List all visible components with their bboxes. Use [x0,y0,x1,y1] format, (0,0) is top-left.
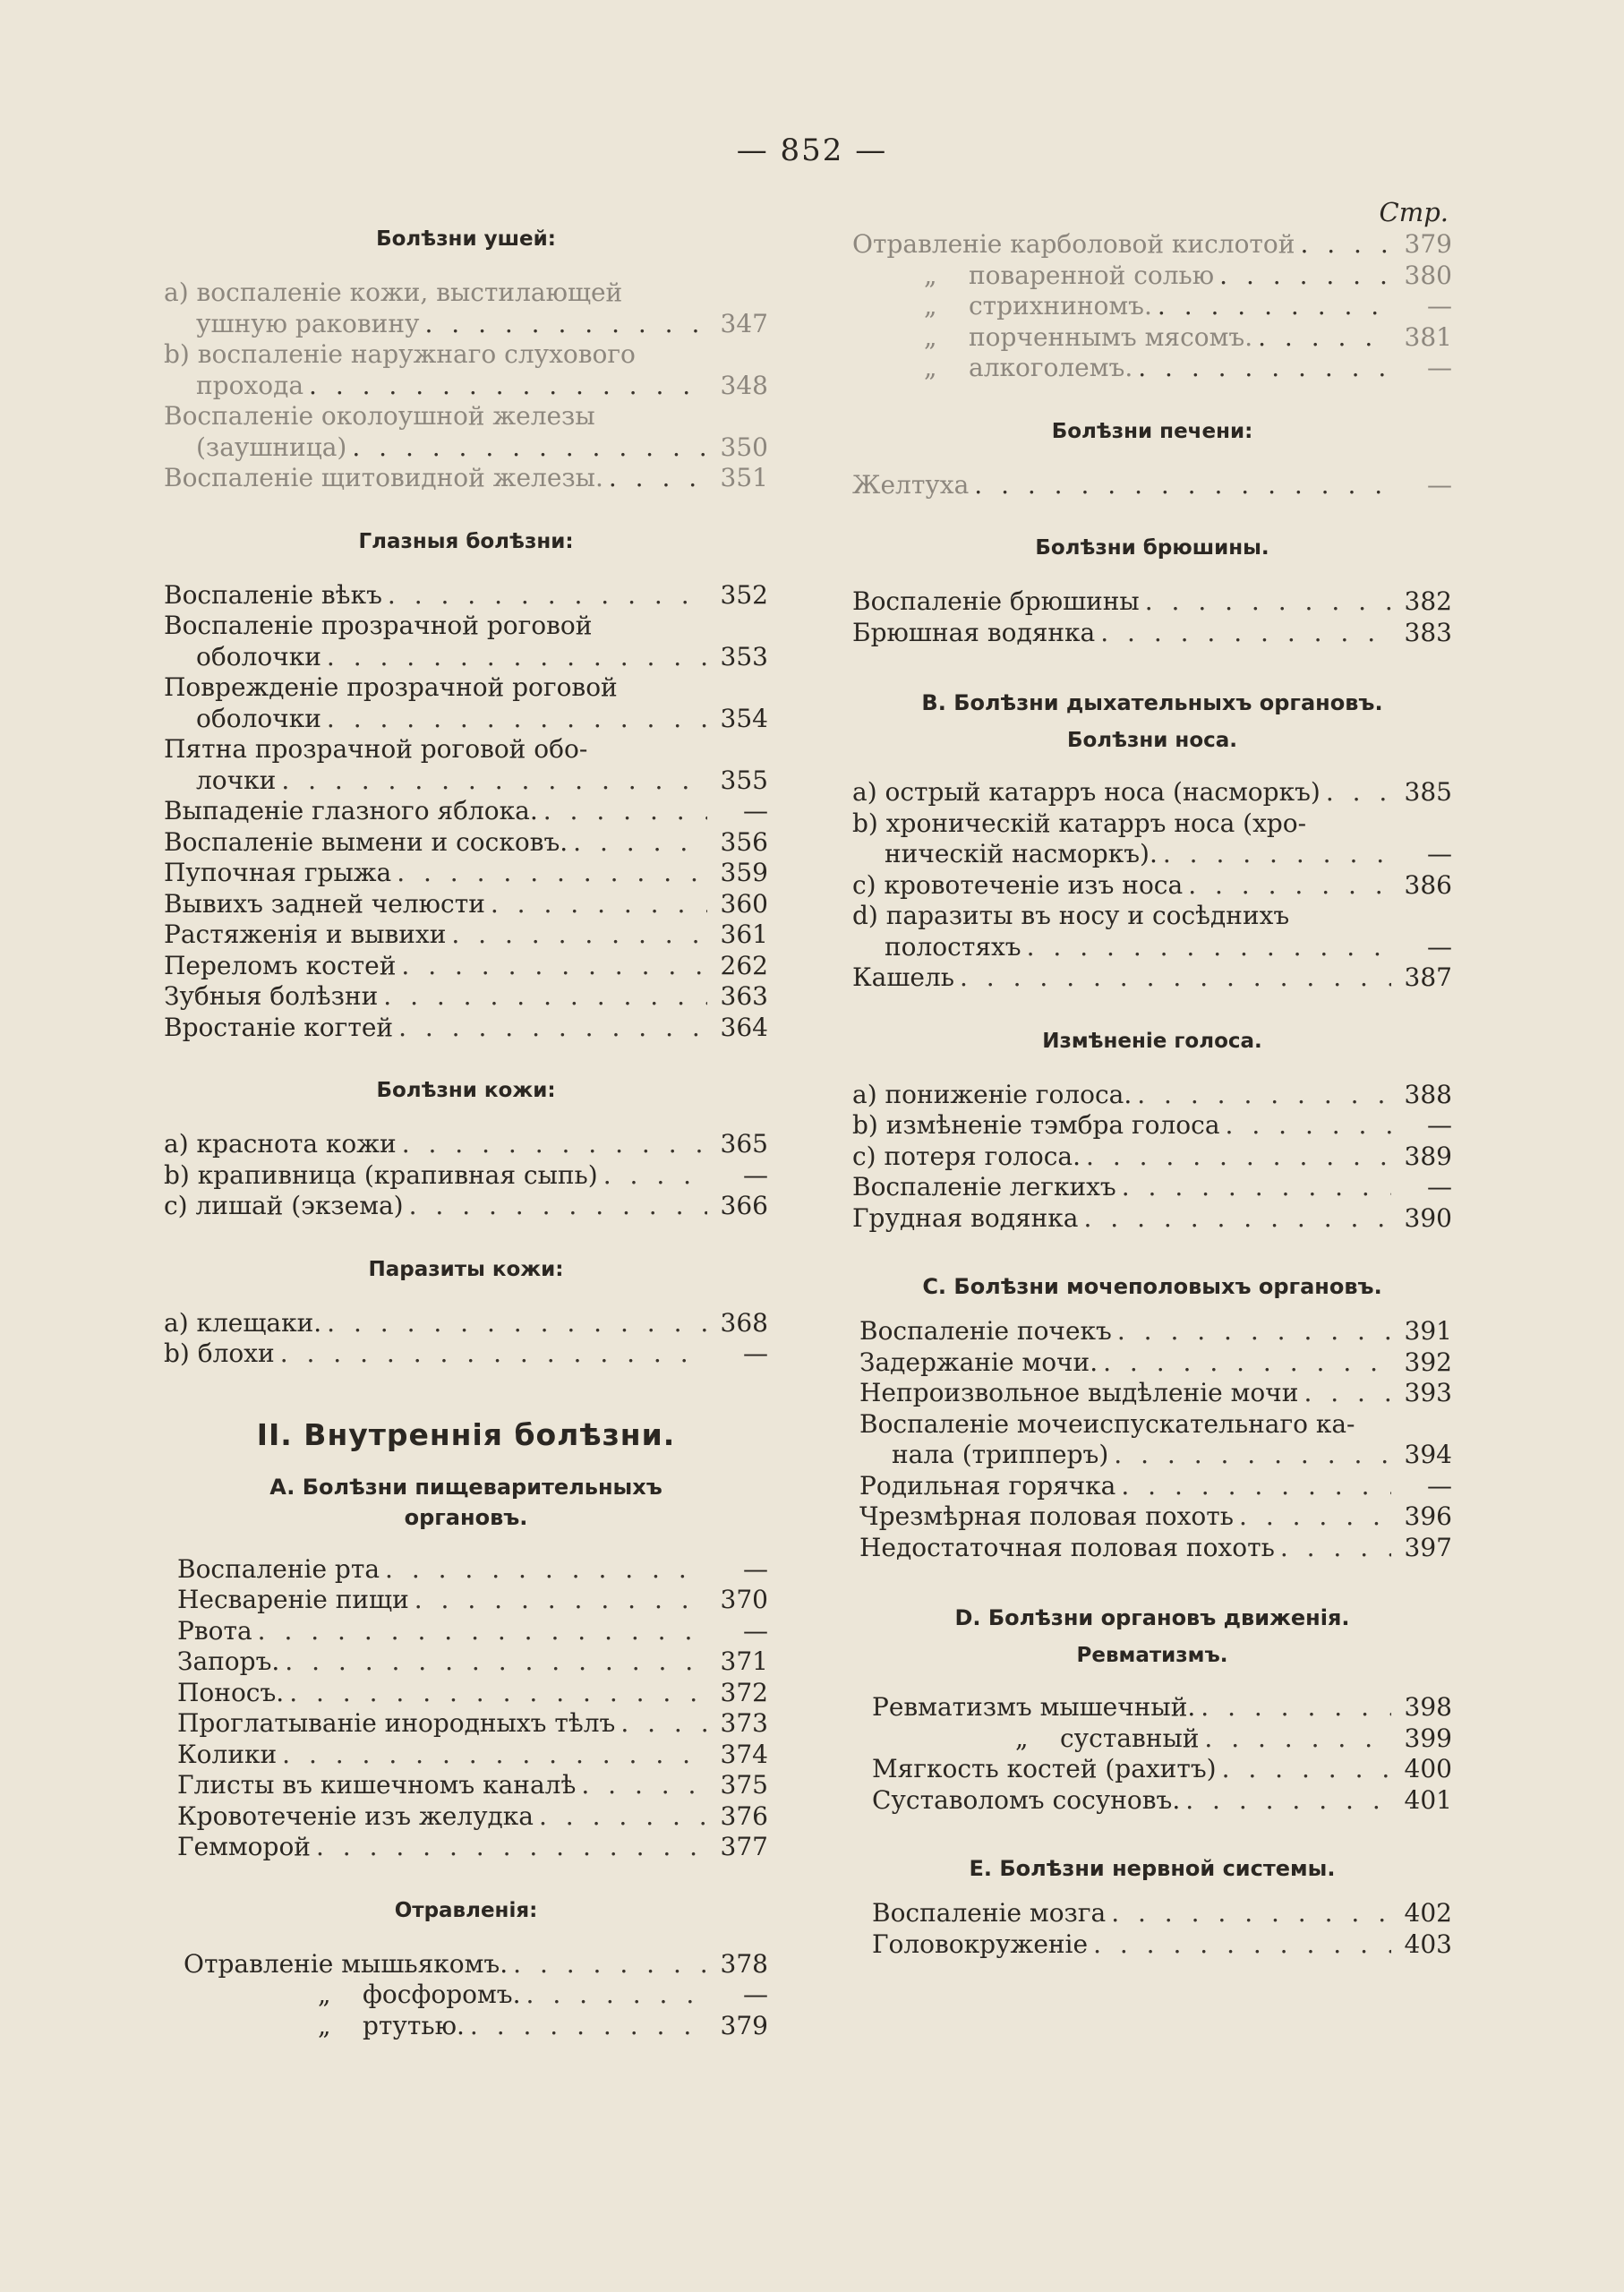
toc-entry: Вростаніе когтей . . . 364 [164,1013,768,1044]
section-heading-eyes: Глазныя болѣзни: [358,529,574,553]
toc-entry: Рвота . . . — [177,1616,768,1647]
page-ref: 379 [720,2010,768,2040]
toc-entry: b) крапивница (крапивная сыпь) . . . — [164,1160,768,1192]
page-ref: 262 [720,950,768,980]
page-ref: 351 [720,463,768,492]
page-ref: 400 [1404,1754,1452,1783]
toc-entry: Вывихъ задней челюсти . . . 360 [164,889,768,920]
left-column [164,224,768,2041]
page-ref: 380 [1404,260,1452,290]
section-heading-parasites: Паразиты кожи: [368,1257,564,1281]
page-ref: 396 [1404,1501,1452,1531]
page-ref: 366 [720,1191,768,1220]
toc-entry: Задержаніе мочи. . . . 392 [859,1347,1452,1379]
page-ref: — [743,1553,768,1584]
section-urogenital [852,1316,1452,1563]
entry-text: Воспаленіе прозрачной роговой [164,611,593,640]
page-ref: 378 [720,1948,768,1979]
section-heading-liver: Болѣзни печени: [1051,419,1253,443]
section-heading-nose: Болѣзни носа. [1066,729,1238,752]
toc-entry: „ фосфоромъ. . . . — [184,1980,768,2011]
section-heading-movement: D. Болѣзни органовъ движенія. [954,1605,1350,1630]
toc-entry: оболочки . . . 354 [164,704,768,735]
section-liver [852,470,1452,501]
toc-entry: Кашель . . . 387 [852,962,1452,994]
toc-entry: Отравленіе карболовой кислотой . . . 379 [852,229,1452,261]
page-ref: 388 [1404,1079,1452,1109]
toc-entry: Гемморой . . . 377 [177,1832,768,1863]
page-ref: 374 [720,1739,768,1769]
toc-entry: полостяхъ . . . — [852,932,1452,963]
page-ref: 391 [1404,1316,1452,1346]
page-ref: 398 [1404,1692,1452,1722]
toc-entry: (заушница) . . . 350 [164,432,768,464]
toc-entry: Поносъ. . . . 372 [177,1678,768,1709]
page-ref: 350 [720,432,768,462]
toc-entry: Выпаденіе глазного яблока. . . . — [164,796,768,827]
page-ref: 377 [720,1832,768,1861]
toc-entry: Чрезмѣрная половая похоть . . . 396 [859,1501,1452,1533]
section-heading-respiratory: B. Болѣзни дыхательныхъ органовъ. [921,690,1383,715]
page-column-label: Стр. [1379,197,1449,227]
page-ref: 371 [720,1646,768,1676]
page-ref: — [743,1338,768,1368]
toc-entry: Кровотеченіе изъ желудка . . . 376 [177,1801,768,1833]
page-ref: 403 [1404,1929,1452,1959]
page-ref: 368 [720,1307,768,1338]
section-voice [852,1080,1452,1235]
toc-entry: Воспаленіе мозга . . . 402 [872,1898,1452,1929]
page-ref: — [1427,291,1452,321]
section-heading-urogenital: C. Болѣзни мочеполовыхъ органовъ. [922,1274,1382,1299]
section-poison-continued [852,229,1452,384]
page-ref: 353 [720,641,768,671]
toc-entry: Пупочная грыжа . . . 359 [164,858,768,889]
page-ref: 401 [1404,1784,1452,1815]
toc-entry: Запоръ. . . . 371 [177,1646,768,1678]
page-ref: — [743,1615,768,1646]
toc-entry: Родильная горячка . . . — [859,1471,1452,1502]
entry-text: Пятна прозрачной роговой обо- [164,734,588,764]
toc-entry: Ревматизмъ мышечный. . . . 398 [872,1692,1452,1723]
section-peritoneum [852,586,1452,648]
toc-entry: оболочки . . . 353 [164,642,768,673]
page-ref: 359 [720,858,768,887]
section-nervous [852,1898,1452,1960]
toc-entry: Воспаленіе щитовидной железы. . . . 351 [164,463,768,494]
page-ref: 387 [1404,962,1452,992]
entry-text: a) воспаленіе кожи, выстилающей [164,278,623,307]
section-movement [852,1692,1452,1816]
page-ref: — [743,1980,768,2009]
section-parasites [164,1308,768,1370]
toc-entry: Несвареніе пищи . . . 370 [177,1585,768,1616]
page-ref: 365 [720,1129,768,1159]
toc-entry: c) потеря голоса. . . . 389 [852,1142,1452,1173]
toc-entry: Непроизвольное выдѣленіе мочи . . . 393 [859,1378,1452,1409]
toc-entry: Воспаленіе легкихъ . . . — [852,1172,1452,1203]
section-digestive [164,1554,768,1863]
part-title: II. Внутреннія болѣзни. [256,1416,676,1452]
toc-entry: „ стрихниномъ. . . . — [852,291,1452,322]
page-ref: 399 [1404,1723,1452,1753]
section-nose [852,777,1452,994]
page-ref: — [1427,1172,1452,1202]
entry-text: d) паразиты въ носу и сосѣднихъ [852,901,1290,930]
section-heading-digestive-cont: органовъ. [404,1504,528,1530]
page-ref: 370 [720,1585,768,1614]
toc-entry: Зубныя болѣзни . . . 363 [164,981,768,1013]
entry-text: Воспаленіе мочеиспускательнаго ка- [859,1408,1355,1439]
toc-entry: b) блохи . . . — [164,1338,768,1370]
section-heading-nervous: E. Болѣзни нервной системы. [969,1856,1336,1881]
page-ref: 356 [720,826,768,857]
section-heading-ears: Болѣзни ушей: [376,227,556,251]
page-ref: 347 [720,308,768,338]
section-heading-poison: Отравленія: [394,1898,538,1922]
toc-entry: ническій насморкъ). . . . — [852,839,1452,870]
page-ref: — [1427,1110,1452,1140]
toc-entry: Воспаленіе вѣкъ . . . 352 [164,580,768,611]
toc-entry: прохода . . . 348 [164,371,768,402]
right-column [852,195,1452,1960]
toc-entry: Колики . . . 374 [177,1740,768,1771]
toc-entry: Воспаленіе почекъ . . . 391 [859,1316,1452,1347]
page-ref: 373 [720,1708,768,1738]
page-ref: 390 [1404,1202,1452,1233]
section-heading-digestive: A. Болѣзни пищеварительныхъ [269,1474,662,1500]
toc-entry: a) острый катарръ носа (насморкъ) . . . 385 [852,777,1452,808]
page-ref: — [1427,469,1452,500]
entry-text: Воспаленіе околоушной железы [164,401,595,431]
toc-entry: ушную раковину . . . 347 [164,309,768,340]
toc-entry: Проглатываніе инородныхъ тѣлъ . . . 373 [177,1708,768,1740]
page-ref: 402 [1404,1898,1452,1928]
page-ref: — [743,1159,768,1190]
toc-entry: c) лишай (экзема) . . . 366 [164,1191,768,1222]
page-ref: 375 [720,1770,768,1800]
page-ref: — [1427,839,1452,868]
page-ref: 364 [720,1012,768,1042]
toc-entry: Воспаленіе вымени и сосковъ. . . . 356 [164,827,768,859]
toc-entry: Переломъ костей . . . 262 [164,951,768,982]
toc-entry: c) кровотеченіе изъ носа . . . 386 [852,870,1452,902]
section-heading-peritoneum: Болѣзни брюшины. [1035,536,1269,560]
page-ref: — [743,796,768,825]
toc-entry: Головокруженіе . . . 403 [872,1929,1452,1961]
page-ref: 392 [1404,1347,1452,1377]
toc-entry: Суставоломъ сосуновъ. . . . 401 [872,1785,1452,1817]
toc-entry: лочки . . . 355 [164,765,768,797]
page-ref: 354 [720,703,768,733]
page-ref: 348 [720,370,768,400]
page-ref: 383 [1404,617,1452,647]
toc-entry: Недостаточная половая похоть . . . 397 [859,1533,1452,1564]
page-ref: 372 [720,1677,768,1707]
toc-entry: Брюшная водянка . . . 383 [852,618,1452,649]
toc-entry: Грудная водянка . . . 390 [852,1203,1452,1235]
page-ref: 355 [720,765,768,795]
page-ref: 352 [720,579,768,610]
page-ref: — [1427,931,1452,962]
page-ref: 361 [720,919,768,949]
page-ref: 363 [720,981,768,1011]
page-ref: 360 [720,888,768,919]
page-ref: 376 [720,1800,768,1831]
toc-entry: Отравленіе мышьякомъ. . . . 378 [184,1949,768,1980]
page-ref: 382 [1404,586,1452,616]
section-heading-rheumatism: Ревматизмъ. [1076,1644,1228,1667]
page-ref: 379 [1404,229,1452,259]
entry-text: b) воспаленіе наружнаго слухового [164,339,636,369]
page-ref: — [1427,353,1452,382]
section-eyes [164,580,768,1044]
page-ref: 397 [1404,1532,1452,1562]
toc-entry: Глисты въ кишечномъ каналѣ . . . 375 [177,1770,768,1801]
section-heading-voice: Измѣненіе голоса. [1042,1029,1262,1053]
toc-entry: Мягкость костей (рахитъ) . . . 400 [872,1754,1452,1785]
section-poison [164,1949,768,2042]
section-ears [164,278,768,494]
page-ref: 386 [1404,869,1452,900]
toc-entry: a) клещаки. . . . 368 [164,1308,768,1339]
page-ref: 393 [1404,1378,1452,1407]
toc-entry: „ порченнымъ мясомъ. . . . 381 [852,322,1452,354]
entry-text: b) хроническій катарръ носа (хро- [852,808,1307,838]
toc-entry: нала (трипперъ) . . . 394 [859,1440,1452,1471]
page-number: — 852 — [736,133,888,168]
toc-entry: „ алкоголемъ. . . . — [852,353,1452,384]
toc-entry: Растяженія и вывихи . . . 361 [164,919,768,951]
toc-entry: a) пониженіе голоса. . . . 388 [852,1080,1452,1111]
section-skin [164,1129,768,1222]
page-ref: 389 [1404,1141,1452,1171]
toc-entry: „ суставный . . . 399 [872,1723,1452,1755]
page-ref: 394 [1404,1440,1452,1469]
page-ref: 381 [1404,321,1452,352]
toc-entry: Воспаленіе брюшины . . . 382 [852,586,1452,618]
page-ref: 385 [1404,777,1452,807]
toc-entry: Воспаленіе рта . . . — [177,1554,768,1586]
toc-entry: „ ртутью. . . . 379 [184,2011,768,2042]
entry-text: Поврежденіе прозрачной роговой [164,672,618,702]
page-ref: — [1427,1470,1452,1501]
section-heading-skin: Болѣзни кожи: [376,1079,556,1102]
toc-entry: „ поваренной солью . . . 380 [852,261,1452,292]
toc-entry: Желтуха . . . — [852,470,1452,501]
toc-entry: a) краснота кожи . . . 365 [164,1129,768,1160]
toc-entry: b) измѣненіе тэмбра голоса . . . — [852,1110,1452,1142]
